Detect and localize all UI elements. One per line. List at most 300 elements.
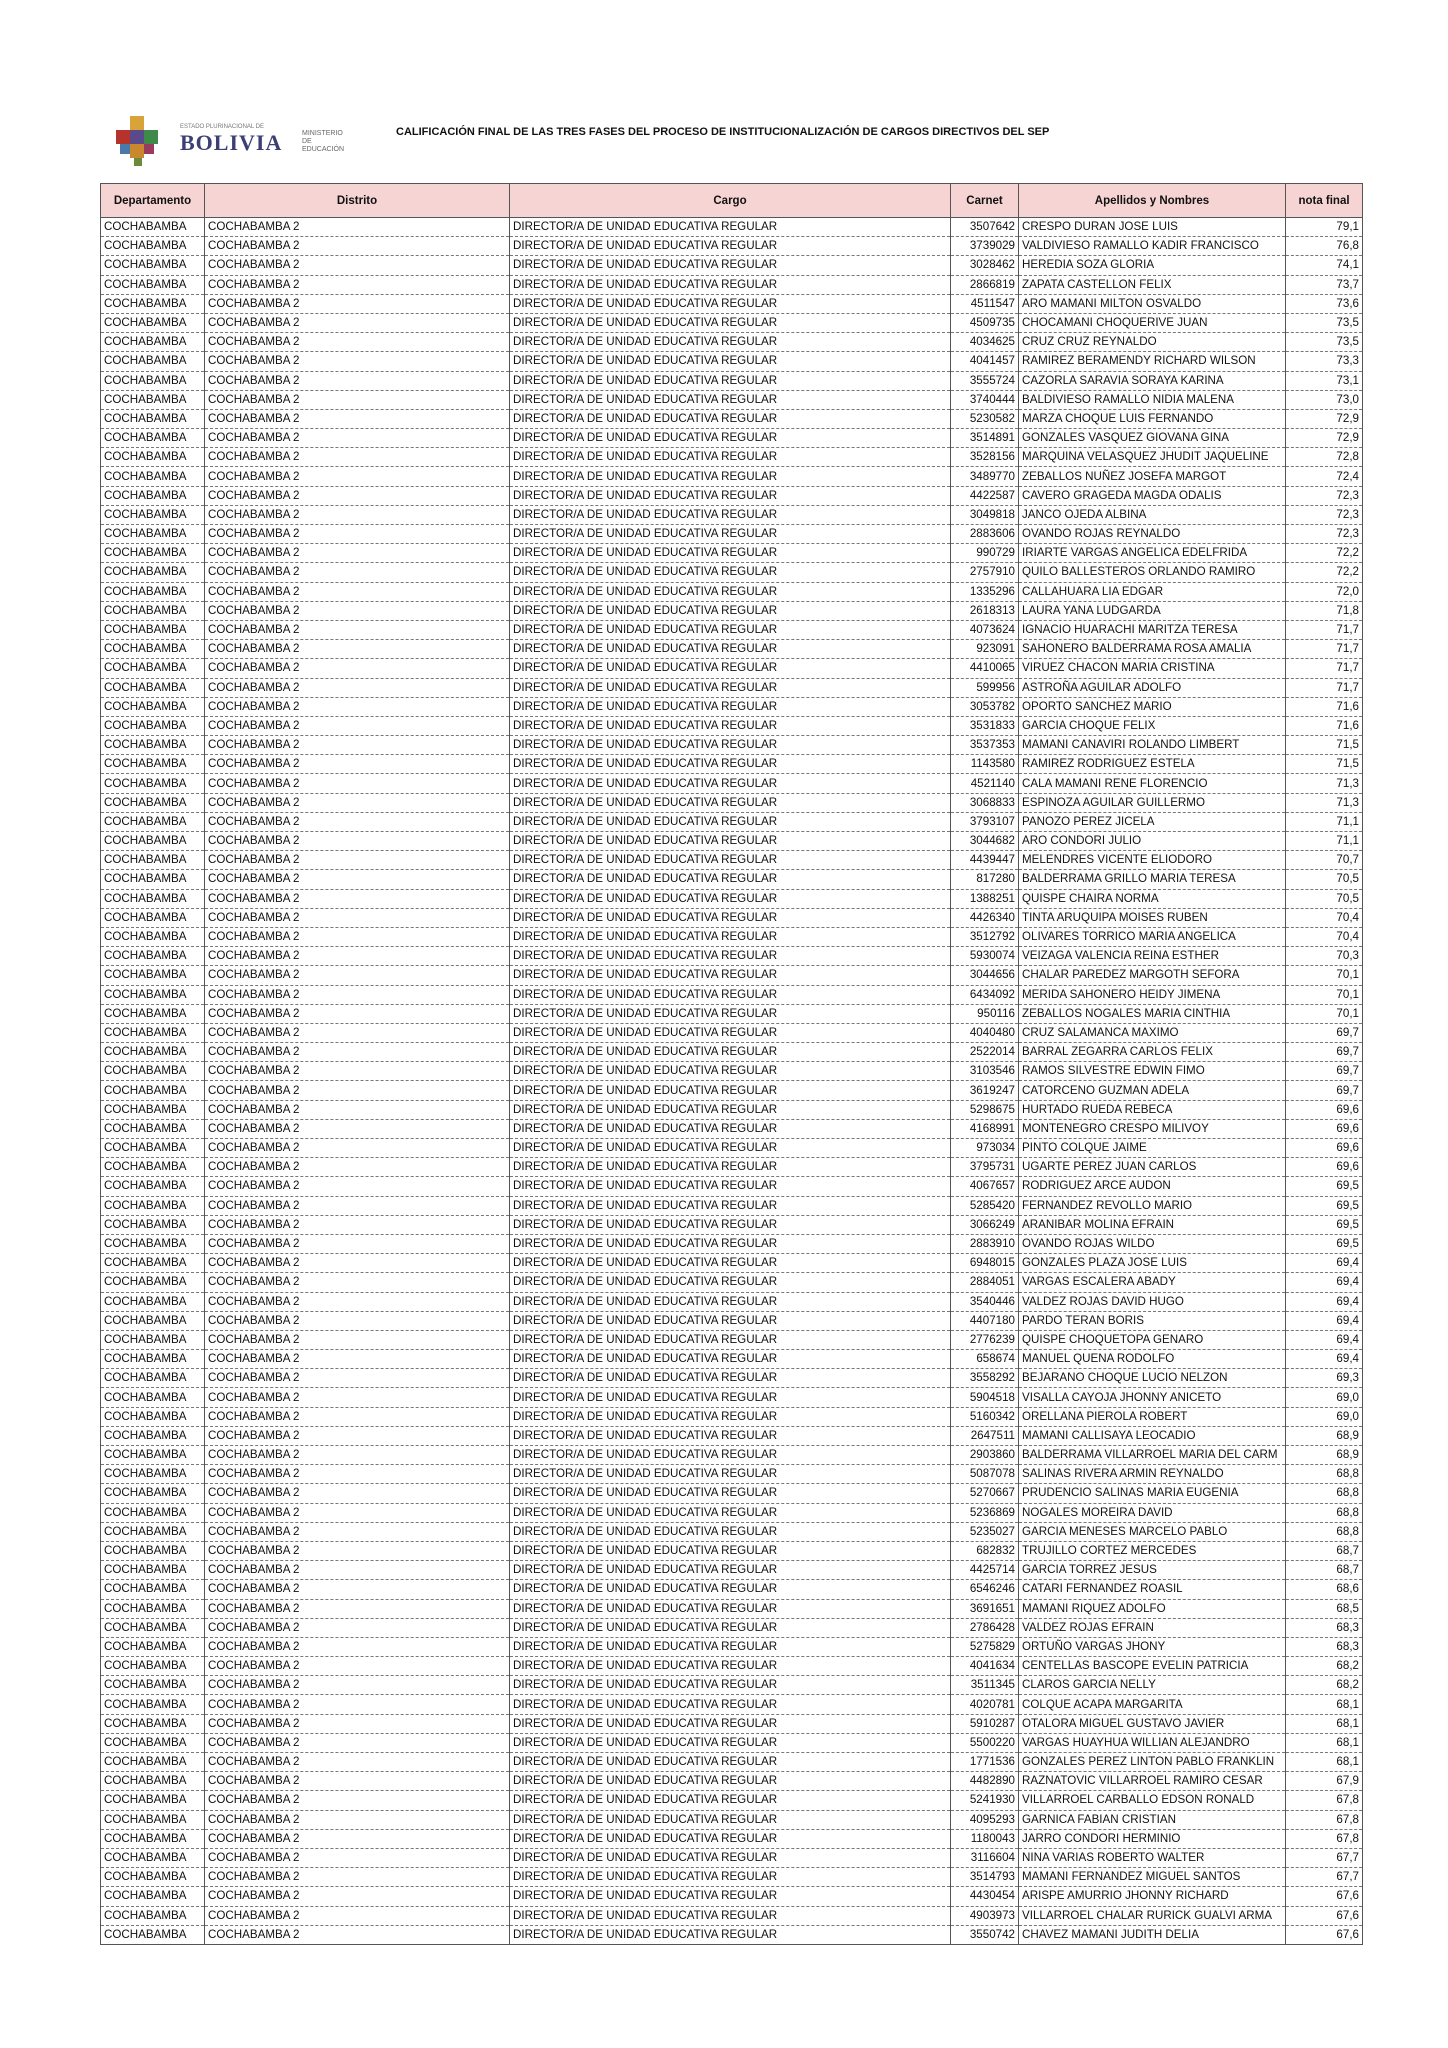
carnet-cell: 4067657 (951, 1177, 1019, 1196)
nota-final-cell: 68,9 (1286, 1446, 1363, 1465)
nota-final-cell: 68,2 (1286, 1676, 1363, 1695)
departamento-cell: COCHABAMBA (101, 505, 205, 524)
carnet-cell: 4426340 (951, 908, 1019, 927)
nota-final-cell: 72,0 (1286, 582, 1363, 601)
carnet-cell: 599956 (951, 678, 1019, 697)
nota-final-cell: 69,3 (1286, 1369, 1363, 1388)
carnet-cell: 4040480 (951, 1023, 1019, 1042)
departamento-cell: COCHABAMBA (101, 1407, 205, 1426)
nota-final-cell: 72,3 (1286, 505, 1363, 524)
departamento-cell: COCHABAMBA (101, 409, 205, 428)
carnet-cell: 4073624 (951, 620, 1019, 639)
distrito-cell: COCHABAMBA 2 (205, 582, 510, 601)
table-row (101, 409, 1363, 428)
table-row (101, 1772, 1363, 1791)
nombre-cell: UGARTE PEREZ JUAN CARLOS (1019, 1158, 1286, 1177)
cargo-cell: DIRECTOR/A DE UNIDAD EDUCATIVA REGULAR (510, 947, 951, 966)
departamento-cell: COCHABAMBA (101, 755, 205, 774)
departamento-cell: COCHABAMBA (101, 429, 205, 448)
departamento-cell: COCHABAMBA (101, 832, 205, 851)
departamento-cell: COCHABAMBA (101, 1868, 205, 1887)
distrito-cell: COCHABAMBA 2 (205, 908, 510, 927)
nombre-cell: VALDEZ ROJAS EFRAIN (1019, 1618, 1286, 1637)
departamento-cell: COCHABAMBA (101, 870, 205, 889)
nota-final-cell: 71,5 (1286, 736, 1363, 755)
nombre-cell: ESPINOZA AGUILAR GUILLERMO (1019, 793, 1286, 812)
distrito-cell: COCHABAMBA 2 (205, 1541, 510, 1560)
departamento-cell: COCHABAMBA (101, 1791, 205, 1810)
departamento-cell: COCHABAMBA (101, 1541, 205, 1560)
nota-final-cell: 67,7 (1286, 1848, 1363, 1867)
cargo-cell: DIRECTOR/A DE UNIDAD EDUCATIVA REGULAR (510, 870, 951, 889)
table-row (101, 1292, 1363, 1311)
distrito-cell: COCHABAMBA 2 (205, 313, 510, 332)
carnet-cell: 4095293 (951, 1810, 1019, 1829)
nota-final-cell: 69,6 (1286, 1100, 1363, 1119)
distrito-cell: COCHABAMBA 2 (205, 1043, 510, 1062)
cargo-cell: DIRECTOR/A DE UNIDAD EDUCATIVA REGULAR (510, 1637, 951, 1656)
nombre-cell: ZEBALLOS NUÑEZ JOSEFA MARGOT (1019, 467, 1286, 486)
cargo-cell: DIRECTOR/A DE UNIDAD EDUCATIVA REGULAR (510, 1733, 951, 1752)
distrito-cell: COCHABAMBA 2 (205, 1637, 510, 1656)
cargo-cell: DIRECTOR/A DE UNIDAD EDUCATIVA REGULAR (510, 563, 951, 582)
table-row (101, 1388, 1363, 1407)
nombre-cell: ASTROÑA AGUILAR ADOLFO (1019, 678, 1286, 697)
distrito-cell: COCHABAMBA 2 (205, 1484, 510, 1503)
nota-final-cell: 72,9 (1286, 429, 1363, 448)
table-row (101, 1234, 1363, 1253)
departamento-cell: COCHABAMBA (101, 1599, 205, 1618)
cargo-cell: DIRECTOR/A DE UNIDAD EDUCATIVA REGULAR (510, 1925, 951, 1944)
cargo-cell: DIRECTOR/A DE UNIDAD EDUCATIVA REGULAR (510, 985, 951, 1004)
nota-final-cell: 67,6 (1286, 1906, 1363, 1925)
nombre-cell: CHALAR PAREDEZ MARGOTH SEFORA (1019, 966, 1286, 985)
departamento-cell: COCHABAMBA (101, 275, 205, 294)
distrito-cell: COCHABAMBA 2 (205, 870, 510, 889)
departamento-cell: COCHABAMBA (101, 563, 205, 582)
cargo-cell: DIRECTOR/A DE UNIDAD EDUCATIVA REGULAR (510, 736, 951, 755)
departamento-cell: COCHABAMBA (101, 1561, 205, 1580)
column-header-carnet: Carnet (951, 184, 1019, 218)
carnet-cell: 5298675 (951, 1100, 1019, 1119)
logo-small-text: ESTADO PLURINACIONAL DE (180, 124, 265, 130)
distrito-cell: COCHABAMBA 2 (205, 812, 510, 831)
nota-final-cell: 68,9 (1286, 1426, 1363, 1445)
nota-final-cell: 71,7 (1286, 659, 1363, 678)
departamento-cell: COCHABAMBA (101, 966, 205, 985)
distrito-cell: COCHABAMBA 2 (205, 525, 510, 544)
distrito-cell: COCHABAMBA 2 (205, 1810, 510, 1829)
carnet-cell: 3028462 (951, 256, 1019, 275)
carnet-cell: 2903860 (951, 1446, 1019, 1465)
nombre-cell: CHOCAMANI CHOQUERIVE JUAN (1019, 313, 1286, 332)
distrito-cell: COCHABAMBA 2 (205, 1023, 510, 1042)
carnet-cell: 4410065 (951, 659, 1019, 678)
cargo-cell: DIRECTOR/A DE UNIDAD EDUCATIVA REGULAR (510, 1119, 951, 1138)
nota-final-cell: 69,5 (1286, 1196, 1363, 1215)
cargo-cell: DIRECTOR/A DE UNIDAD EDUCATIVA REGULAR (510, 1292, 951, 1311)
cargo-cell: DIRECTOR/A DE UNIDAD EDUCATIVA REGULAR (510, 390, 951, 409)
departamento-cell: COCHABAMBA (101, 620, 205, 639)
departamento-cell: COCHABAMBA (101, 1023, 205, 1042)
carnet-cell: 3793107 (951, 812, 1019, 831)
distrito-cell: COCHABAMBA 2 (205, 275, 510, 294)
cargo-cell: DIRECTOR/A DE UNIDAD EDUCATIVA REGULAR (510, 218, 951, 237)
departamento-cell: COCHABAMBA (101, 1772, 205, 1791)
table-row (101, 294, 1363, 313)
nota-final-cell: 69,5 (1286, 1234, 1363, 1253)
distrito-cell: COCHABAMBA 2 (205, 1177, 510, 1196)
departamento-cell: COCHABAMBA (101, 736, 205, 755)
distrito-cell: COCHABAMBA 2 (205, 832, 510, 851)
nota-final-cell: 69,4 (1286, 1273, 1363, 1292)
column-header-distrito: Distrito (205, 184, 510, 218)
nota-final-cell: 73,6 (1286, 294, 1363, 313)
nombre-cell: VEIZAGA VALENCIA REINA ESTHER (1019, 947, 1286, 966)
carnet-cell: 3528156 (951, 448, 1019, 467)
nota-final-cell: 67,6 (1286, 1925, 1363, 1944)
nota-final-cell: 70,7 (1286, 851, 1363, 870)
nombre-cell: BALDIVIESO RAMALLO NIDIA MALENA (1019, 390, 1286, 409)
nota-final-cell: 70,4 (1286, 927, 1363, 946)
table-row (101, 1561, 1363, 1580)
table-row (101, 774, 1363, 793)
cargo-cell: DIRECTOR/A DE UNIDAD EDUCATIVA REGULAR (510, 352, 951, 371)
table-row (101, 218, 1363, 237)
nombre-cell: ORELLANA PIEROLA ROBERT (1019, 1407, 1286, 1426)
carnet-cell: 6948015 (951, 1254, 1019, 1273)
nota-final-cell: 74,1 (1286, 256, 1363, 275)
nota-final-cell: 73,5 (1286, 333, 1363, 352)
nombre-cell: ZAPATA CASTELLON FELIX (1019, 275, 1286, 294)
carnet-cell: 3049818 (951, 505, 1019, 524)
cargo-cell: DIRECTOR/A DE UNIDAD EDUCATIVA REGULAR (510, 1791, 951, 1810)
carnet-cell: 3558292 (951, 1369, 1019, 1388)
nota-final-cell: 68,5 (1286, 1599, 1363, 1618)
distrito-cell: COCHABAMBA 2 (205, 467, 510, 486)
departamento-cell: COCHABAMBA (101, 1158, 205, 1177)
table-row (101, 1465, 1363, 1484)
table-row (101, 544, 1363, 563)
departamento-cell: COCHABAMBA (101, 851, 205, 870)
nota-final-cell: 68,1 (1286, 1695, 1363, 1714)
cargo-cell: DIRECTOR/A DE UNIDAD EDUCATIVA REGULAR (510, 812, 951, 831)
nota-final-cell: 69,7 (1286, 1062, 1363, 1081)
carnet-cell: 3103546 (951, 1062, 1019, 1081)
nombre-cell: CRUZ SALAMANCA MAXIMO (1019, 1023, 1286, 1042)
table-row (101, 1887, 1363, 1906)
table-row (101, 927, 1363, 946)
carnet-cell: 5930074 (951, 947, 1019, 966)
carnet-cell: 3511345 (951, 1676, 1019, 1695)
nombre-cell: BARRAL ZEGARRA CARLOS FELIX (1019, 1043, 1286, 1062)
nombre-cell: CALA MAMANI RENE FLORENCIO (1019, 774, 1286, 793)
nombre-cell: NINA VARIAS ROBERTO WALTER (1019, 1848, 1286, 1867)
nombre-cell: PINTO COLQUE JAIME (1019, 1139, 1286, 1158)
departamento-cell: COCHABAMBA (101, 1196, 205, 1215)
nombre-cell: OPORTO SANCHEZ MARIO (1019, 697, 1286, 716)
nota-final-cell: 71,3 (1286, 774, 1363, 793)
table-row (101, 1868, 1363, 1887)
departamento-cell: COCHABAMBA (101, 1810, 205, 1829)
carnet-cell: 2776239 (951, 1330, 1019, 1349)
carnet-cell: 5285420 (951, 1196, 1019, 1215)
carnet-cell: 4439447 (951, 851, 1019, 870)
departamento-cell: COCHABAMBA (101, 889, 205, 908)
nombre-cell: CRESPO DURAN JOSE LUIS (1019, 218, 1286, 237)
nombre-cell: VILLARROEL CHALAR RURICK GUALVI ARMA (1019, 1906, 1286, 1925)
nombre-cell: GARCIA MENESES MARCELO PABLO (1019, 1522, 1286, 1541)
cargo-cell: DIRECTOR/A DE UNIDAD EDUCATIVA REGULAR (510, 1887, 951, 1906)
distrito-cell: COCHABAMBA 2 (205, 1925, 510, 1944)
nombre-cell: VALDIVIESO RAMALLO KADIR FRANCISCO (1019, 237, 1286, 256)
cargo-cell: DIRECTOR/A DE UNIDAD EDUCATIVA REGULAR (510, 832, 951, 851)
cargo-cell: DIRECTOR/A DE UNIDAD EDUCATIVA REGULAR (510, 313, 951, 332)
nombre-cell: VARGAS ESCALERA ABADY (1019, 1273, 1286, 1292)
nombre-cell: RAMIREZ BERAMENDY RICHARD WILSON (1019, 352, 1286, 371)
departamento-cell: COCHABAMBA (101, 908, 205, 927)
cargo-cell: DIRECTOR/A DE UNIDAD EDUCATIVA REGULAR (510, 1254, 951, 1273)
nota-final-cell: 68,1 (1286, 1733, 1363, 1752)
nombre-cell: MARQUINA VELASQUEZ JHUDIT JAQUELINE (1019, 448, 1286, 467)
cargo-cell: DIRECTOR/A DE UNIDAD EDUCATIVA REGULAR (510, 409, 951, 428)
departamento-cell: COCHABAMBA (101, 237, 205, 256)
nombre-cell: ARANIBAR MOLINA EFRAIN (1019, 1215, 1286, 1234)
cargo-cell: DIRECTOR/A DE UNIDAD EDUCATIVA REGULAR (510, 1465, 951, 1484)
cargo-cell: DIRECTOR/A DE UNIDAD EDUCATIVA REGULAR (510, 371, 951, 390)
cargo-cell: DIRECTOR/A DE UNIDAD EDUCATIVA REGULAR (510, 851, 951, 870)
nombre-cell: VARGAS HUAYHUA WILLIAN ALEJANDRO (1019, 1733, 1286, 1752)
nombre-cell: OTALORA MIGUEL GUSTAVO JAVIER (1019, 1714, 1286, 1733)
distrito-cell: COCHABAMBA 2 (205, 1868, 510, 1887)
distrito-cell: COCHABAMBA 2 (205, 409, 510, 428)
nombre-cell: CALLAHUARA LIA EDGAR (1019, 582, 1286, 601)
nombre-cell: MELENDRES VICENTE ELIODORO (1019, 851, 1286, 870)
cargo-cell: DIRECTOR/A DE UNIDAD EDUCATIVA REGULAR (510, 697, 951, 716)
departamento-cell: COCHABAMBA (101, 1484, 205, 1503)
table-row (101, 659, 1363, 678)
nombre-cell: CATARI FERNANDEZ ROASIL (1019, 1580, 1286, 1599)
departamento-cell: COCHABAMBA (101, 352, 205, 371)
nota-final-cell: 72,4 (1286, 467, 1363, 486)
table-row (101, 1580, 1363, 1599)
nombre-cell: RAMOS SILVESTRE EDWIN FIMO (1019, 1062, 1286, 1081)
table-row (101, 1215, 1363, 1234)
table-row (101, 563, 1363, 582)
cargo-cell: DIRECTOR/A DE UNIDAD EDUCATIVA REGULAR (510, 448, 951, 467)
nota-final-cell: 79,1 (1286, 218, 1363, 237)
distrito-cell: COCHABAMBA 2 (205, 774, 510, 793)
nombre-cell: VIRUEZ CHACON MARIA CRISTINA (1019, 659, 1286, 678)
distrito-cell: COCHABAMBA 2 (205, 371, 510, 390)
table-row (101, 755, 1363, 774)
carnet-cell: 4482890 (951, 1772, 1019, 1791)
table-row (101, 1369, 1363, 1388)
carnet-cell: 2866819 (951, 275, 1019, 294)
table-row (101, 1177, 1363, 1196)
departamento-cell: COCHABAMBA (101, 525, 205, 544)
carnet-cell: 6546246 (951, 1580, 1019, 1599)
table-row (101, 1139, 1363, 1158)
distrito-cell: COCHABAMBA 2 (205, 851, 510, 870)
carnet-cell: 4511547 (951, 294, 1019, 313)
nota-final-cell: 69,4 (1286, 1350, 1363, 1369)
departamento-cell: COCHABAMBA (101, 659, 205, 678)
table-row (101, 1829, 1363, 1848)
table-row (101, 640, 1363, 659)
distrito-cell: COCHABAMBA 2 (205, 486, 510, 505)
nombre-cell: CLAROS GARCIA NELLY (1019, 1676, 1286, 1695)
distrito-cell: COCHABAMBA 2 (205, 294, 510, 313)
carnet-cell: 3739029 (951, 237, 1019, 256)
logo-ministry-text: MINISTERIO DE EDUCACIÓN (302, 130, 345, 153)
nombre-cell: OVANDO ROJAS REYNALDO (1019, 525, 1286, 544)
cargo-cell: DIRECTOR/A DE UNIDAD EDUCATIVA REGULAR (510, 1714, 951, 1733)
table-row (101, 1503, 1363, 1522)
table-row (101, 1925, 1363, 1944)
departamento-cell: COCHABAMBA (101, 1618, 205, 1637)
table-row (101, 889, 1363, 908)
departamento-cell: COCHABAMBA (101, 1100, 205, 1119)
nota-final-cell: 68,8 (1286, 1503, 1363, 1522)
nombre-cell: GARCIA TORREZ JESUS (1019, 1561, 1286, 1580)
cargo-cell: DIRECTOR/A DE UNIDAD EDUCATIVA REGULAR (510, 237, 951, 256)
cargo-cell: DIRECTOR/A DE UNIDAD EDUCATIVA REGULAR (510, 1004, 951, 1023)
carnet-cell: 4509735 (951, 313, 1019, 332)
cargo-cell: DIRECTOR/A DE UNIDAD EDUCATIVA REGULAR (510, 1311, 951, 1330)
departamento-cell: COCHABAMBA (101, 1254, 205, 1273)
nota-final-cell: 70,5 (1286, 889, 1363, 908)
cargo-cell: DIRECTOR/A DE UNIDAD EDUCATIVA REGULAR (510, 429, 951, 448)
cargo-cell: DIRECTOR/A DE UNIDAD EDUCATIVA REGULAR (510, 774, 951, 793)
table-row (101, 1733, 1363, 1752)
table-row (101, 505, 1363, 524)
distrito-cell: COCHABAMBA 2 (205, 1753, 510, 1772)
distrito-cell: COCHABAMBA 2 (205, 1561, 510, 1580)
nota-final-cell: 70,1 (1286, 1004, 1363, 1023)
table-row (101, 1426, 1363, 1445)
distrito-cell: COCHABAMBA 2 (205, 1829, 510, 1848)
nombre-cell: MAMANI RIQUEZ ADOLFO (1019, 1599, 1286, 1618)
departamento-cell: COCHABAMBA (101, 1503, 205, 1522)
cargo-cell: DIRECTOR/A DE UNIDAD EDUCATIVA REGULAR (510, 1388, 951, 1407)
carnet-cell: 2883606 (951, 525, 1019, 544)
distrito-cell: COCHABAMBA 2 (205, 793, 510, 812)
carnet-cell: 4425714 (951, 1561, 1019, 1580)
logo-wordmark: BOLIVIA (180, 130, 283, 155)
carnet-cell: 3053782 (951, 697, 1019, 716)
carnet-cell: 4430454 (951, 1887, 1019, 1906)
nombre-cell: NOGALES MOREIRA DAVID (1019, 1503, 1286, 1522)
table-row (101, 1618, 1363, 1637)
nota-final-cell: 73,1 (1286, 371, 1363, 390)
cargo-cell: DIRECTOR/A DE UNIDAD EDUCATIVA REGULAR (510, 1023, 951, 1042)
distrito-cell: COCHABAMBA 2 (205, 1254, 510, 1273)
cargo-cell: DIRECTOR/A DE UNIDAD EDUCATIVA REGULAR (510, 525, 951, 544)
departamento-cell: COCHABAMBA (101, 793, 205, 812)
carnet-cell: 3489770 (951, 467, 1019, 486)
departamento-cell: COCHABAMBA (101, 1350, 205, 1369)
nota-final-cell: 67,8 (1286, 1829, 1363, 1848)
nombre-cell: TRUJILLO CORTEZ MERCEDES (1019, 1541, 1286, 1560)
distrito-cell: COCHABAMBA 2 (205, 1580, 510, 1599)
nombre-cell: PARDO TERAN BORIS (1019, 1311, 1286, 1330)
table-row (101, 832, 1363, 851)
cargo-cell: DIRECTOR/A DE UNIDAD EDUCATIVA REGULAR (510, 678, 951, 697)
distrito-cell: COCHABAMBA 2 (205, 1369, 510, 1388)
nota-final-cell: 69,6 (1286, 1119, 1363, 1138)
carnet-cell: 5910287 (951, 1714, 1019, 1733)
nota-final-cell: 71,7 (1286, 620, 1363, 639)
nombre-cell: ZEBALLOS NOGALES MARIA CINTHIA (1019, 1004, 1286, 1023)
cargo-cell: DIRECTOR/A DE UNIDAD EDUCATIVA REGULAR (510, 1081, 951, 1100)
table-row (101, 1196, 1363, 1215)
cargo-cell: DIRECTOR/A DE UNIDAD EDUCATIVA REGULAR (510, 601, 951, 620)
nombre-cell: RODRIGUEZ ARCE AUDON (1019, 1177, 1286, 1196)
nombre-cell: RAZNATOVIC VILLARROEL RAMIRO CESAR (1019, 1772, 1286, 1791)
departamento-cell: COCHABAMBA (101, 678, 205, 697)
distrito-cell: COCHABAMBA 2 (205, 1599, 510, 1618)
table-row (101, 812, 1363, 831)
distrito-cell: COCHABAMBA 2 (205, 390, 510, 409)
carnet-cell: 3068833 (951, 793, 1019, 812)
distrito-cell: COCHABAMBA 2 (205, 1887, 510, 1906)
carnet-cell: 3550742 (951, 1925, 1019, 1944)
nota-final-cell: 72,3 (1286, 486, 1363, 505)
carnet-cell: 3691651 (951, 1599, 1019, 1618)
carnet-cell: 3514793 (951, 1868, 1019, 1887)
departamento-cell: COCHABAMBA (101, 640, 205, 659)
cargo-cell: DIRECTOR/A DE UNIDAD EDUCATIVA REGULAR (510, 1541, 951, 1560)
departamento-cell: COCHABAMBA (101, 1177, 205, 1196)
nota-final-cell: 71,7 (1286, 678, 1363, 697)
distrito-cell: COCHABAMBA 2 (205, 1465, 510, 1484)
nota-final-cell: 69,7 (1286, 1043, 1363, 1062)
cargo-cell: DIRECTOR/A DE UNIDAD EDUCATIVA REGULAR (510, 1695, 951, 1714)
table-row (101, 736, 1363, 755)
distrito-cell: COCHABAMBA 2 (205, 1139, 510, 1158)
document-title: CALIFICACIÓN FINAL DE LAS TRES FASES DEL PROCESO DE INSTITUCIONALIZACIÓN DE CARGOS DIRECTIVOS DEL SEP (396, 126, 1050, 138)
carnet-cell: 3619247 (951, 1081, 1019, 1100)
carnet-cell: 5236869 (951, 1503, 1019, 1522)
cargo-cell: DIRECTOR/A DE UNIDAD EDUCATIVA REGULAR (510, 1848, 951, 1867)
table-row (101, 1695, 1363, 1714)
departamento-cell: COCHABAMBA (101, 1273, 205, 1292)
departamento-cell: COCHABAMBA (101, 467, 205, 486)
distrito-cell: COCHABAMBA 2 (205, 659, 510, 678)
distrito-cell: COCHABAMBA 2 (205, 1273, 510, 1292)
table-row (101, 1522, 1363, 1541)
cargo-cell: DIRECTOR/A DE UNIDAD EDUCATIVA REGULAR (510, 755, 951, 774)
departamento-cell: COCHABAMBA (101, 1925, 205, 1944)
table-row (101, 947, 1363, 966)
table-row (101, 390, 1363, 409)
carnet-cell: 817280 (951, 870, 1019, 889)
nombre-cell: VISALLA CAYOJA JHONNY ANICETO (1019, 1388, 1286, 1407)
nombre-cell: SAHONERO BALDERRAMA ROSA AMALIA (1019, 640, 1286, 659)
nota-final-cell: 69,4 (1286, 1311, 1363, 1330)
distrito-cell: COCHABAMBA 2 (205, 333, 510, 352)
carnet-cell: 5270667 (951, 1484, 1019, 1503)
nombre-cell: GARNICA FABIAN CRISTIAN (1019, 1810, 1286, 1829)
nota-final-cell: 68,3 (1286, 1618, 1363, 1637)
table-row (101, 1657, 1363, 1676)
nombre-cell: IGNACIO HUARACHI MARITZA TERESA (1019, 620, 1286, 639)
distrito-cell: COCHABAMBA 2 (205, 1407, 510, 1426)
nota-final-cell: 69,6 (1286, 1139, 1363, 1158)
table-row (101, 1637, 1363, 1656)
nota-final-cell: 69,7 (1286, 1081, 1363, 1100)
